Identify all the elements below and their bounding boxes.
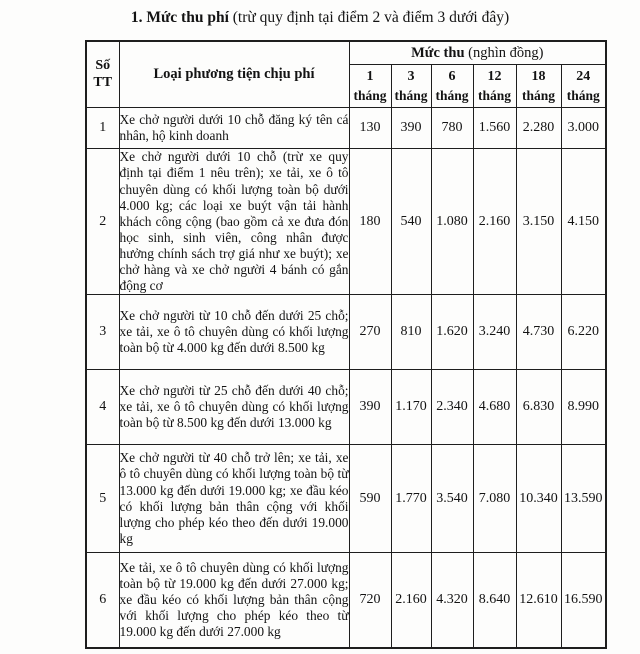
column-header-month-3 [391, 65, 431, 108]
table-row [86, 370, 606, 445]
fee-value-1m: 720 [349, 553, 391, 648]
fee-value-12m: 1.560 [473, 108, 516, 149]
month-number: 18 [531, 69, 546, 85]
month-unit: tháng [353, 87, 387, 103]
table-row [86, 149, 606, 295]
vehicle-description: Xe chở người dưới 10 chỗ (trừ xe quy định tại điểm 1 nêu trên); xe tải, xe ô tô chuyên dùng có khối lượng toàn bộ dưới 4.000 kg; các loại xe buýt vận tải hành khách công cộng (bao gồm cả xe đưa đón học sinh, sinh viên, công nhân được hưởng chính sách trợ giá như xe buýt); xe chở hàng và xe chở người 4 bánh có gắn động cơ [119, 149, 349, 294]
fee-value-1m: 390 [349, 370, 391, 445]
vehicle-description: Xe chở người từ 25 chỗ đến dưới 40 chỗ; xe tải, xe ô tô chuyên dùng có khối lượng toàn bộ từ 8.500 kg đến dưới 13.000 kg [119, 370, 349, 445]
fee-value-24m: 16.590 [561, 553, 606, 648]
column-header-month-12 [473, 65, 516, 108]
fee-value-18m: 6.830 [516, 370, 561, 445]
row-number: 1 [86, 108, 119, 149]
month-unit: tháng [435, 87, 469, 103]
month-unit: tháng [394, 87, 428, 103]
fee-value-12m: 3.240 [473, 295, 516, 370]
month-number: 3 [407, 69, 415, 85]
fee-value-1m: 270 [349, 295, 391, 370]
fee-value-6m: 1.080 [431, 149, 473, 295]
fee-value-18m: 2.280 [516, 108, 561, 149]
row-number: 3 [86, 295, 119, 370]
fee-value-18m: 12.610 [516, 553, 561, 648]
column-header-vehicle-type: Loại phương tiện chịu phí [119, 41, 349, 108]
vehicle-description: Xe chở người từ 40 chỗ trở lên; xe tải, xe ô tô chuyên dùng có khối lượng toàn bộ từ 13.000 kg đến dưới 19.000 kg; xe đầu kéo có khối lượng bản thân cộng với khối lượng cho phép kéo theo đến dưới 19.000 kg [119, 445, 349, 553]
row-number: 5 [86, 445, 119, 553]
row-number: 4 [86, 370, 119, 445]
fee-value-1m: 180 [349, 149, 391, 295]
stt-label-line1: Số [95, 58, 111, 74]
section-title-bold: 1. Mức thu phí [130, 9, 229, 26]
month-unit: tháng [477, 87, 511, 103]
column-header-month-18 [516, 65, 561, 108]
fee-value-12m: 2.160 [473, 149, 516, 295]
fee-value-6m: 780 [431, 108, 473, 149]
fee-value-6m: 1.620 [431, 295, 473, 370]
column-header-month-6 [431, 65, 473, 108]
fee-value-18m: 3.150 [516, 149, 561, 295]
fee-value-6m: 4.320 [431, 553, 473, 648]
table-row [86, 295, 606, 370]
fee-value-12m: 7.080 [473, 445, 516, 553]
fee-value-6m: 3.540 [431, 445, 473, 553]
column-header-month-24 [561, 65, 606, 108]
column-header-fee-group [349, 41, 606, 65]
month-number: 12 [487, 69, 502, 85]
column-header-month-1 [349, 65, 391, 108]
fee-value-3m: 2.160 [391, 553, 431, 648]
month-unit: tháng [566, 87, 600, 103]
fee-value-3m: 390 [391, 108, 431, 149]
fee-value-24m: 8.990 [561, 370, 606, 445]
row-number: 6 [86, 553, 119, 648]
table-row [86, 445, 606, 553]
fee-value-12m: 4.680 [473, 370, 516, 445]
fee-group-unit: (nghìn đồng) [464, 44, 544, 61]
column-header-stt [86, 41, 119, 108]
month-number: 24 [576, 69, 591, 85]
fee-value-1m: 590 [349, 445, 391, 553]
section-title-rest: (trừ quy định tại điểm 2 và điểm 3 dưới đây) [228, 9, 510, 26]
fee-value-24m: 3.000 [561, 108, 606, 149]
fee-value-6m: 2.340 [431, 370, 473, 445]
fee-value-24m: 4.150 [561, 149, 606, 295]
table-row [86, 108, 606, 149]
fee-group-label: Mức thu [411, 44, 465, 61]
stt-label-line2: TT [93, 74, 113, 90]
month-number: 6 [448, 69, 456, 85]
fee-value-18m: 4.730 [516, 295, 561, 370]
fee-schedule-table [85, 40, 607, 649]
fee-value-1m: 130 [349, 108, 391, 149]
row-number: 2 [86, 149, 119, 295]
vehicle-description: Xe chở người dưới 10 chỗ đăng ký tên cá nhân, hộ kinh doanh [119, 108, 349, 149]
fee-value-12m: 8.640 [473, 553, 516, 648]
fee-value-3m: 810 [391, 295, 431, 370]
month-number: 1 [366, 69, 374, 85]
month-unit: tháng [521, 87, 555, 103]
table-row [86, 553, 606, 648]
fee-value-3m: 1.770 [391, 445, 431, 553]
vehicle-description: Xe chở người từ 10 chỗ đến dưới 25 chỗ; xe tải, xe ô tô chuyên dùng có khối lượng toàn bộ từ 4.000 kg đến dưới 8.500 kg [119, 295, 349, 370]
vehicle-description: Xe tải, xe ô tô chuyên dùng có khối lượng toàn bộ từ 19.000 kg đến dưới 27.000 kg; xe đầu kéo có khối lượng bản thân cộng với khối lượng cho phép kéo theo từ 19.000 kg đến dưới 27.000 kg [119, 553, 349, 648]
section-title [0, 9, 640, 27]
fee-value-3m: 1.170 [391, 370, 431, 445]
fee-value-18m: 10.340 [516, 445, 561, 553]
fee-value-24m: 13.590 [561, 445, 606, 553]
fee-value-24m: 6.220 [561, 295, 606, 370]
fee-value-3m: 540 [391, 149, 431, 295]
